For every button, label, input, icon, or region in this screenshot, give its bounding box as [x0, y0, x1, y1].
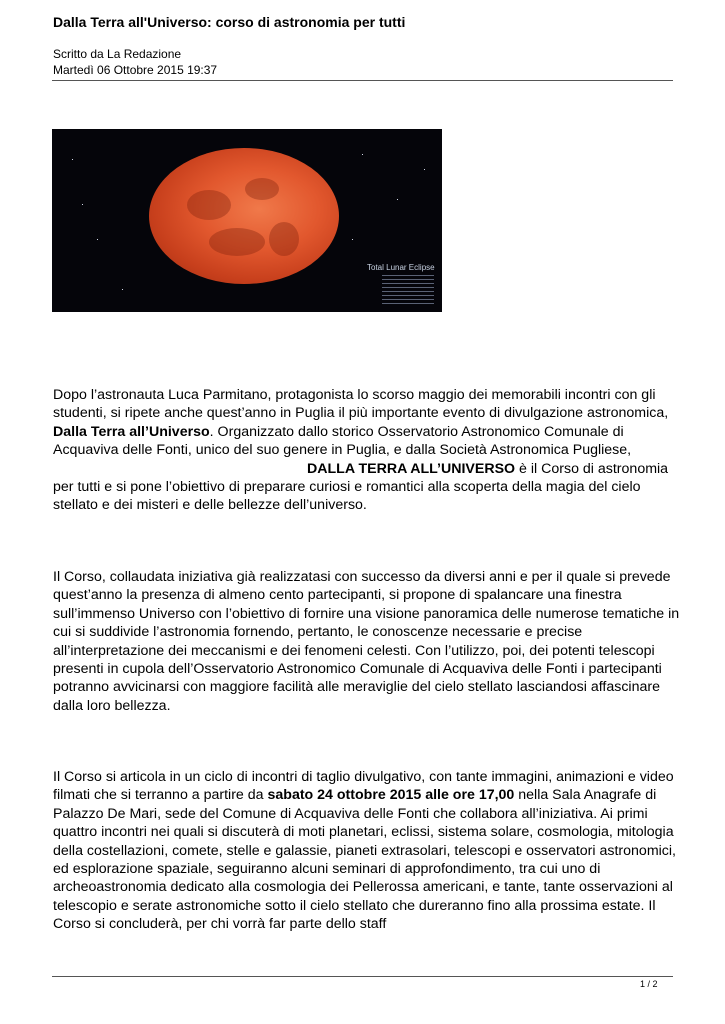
article-meta [53, 46, 217, 78]
footer-divider [52, 976, 673, 977]
paragraph-2: Il Corso, collaudata iniziativa già realizzatasi con successo da diversi anni e per il quale si prevede quest’anno la presenza di almeno cento partecipanti, si propone di spalancare una finestra sull’immenso Universo con l’obiettivo di fornire una visione panoramica delle numerose tematiche in cui si suddivide l’astronomia fornendo, pertanto, le conoscenze necessarie e precise all’interpretazione dei meccanismi e dei fenomeni celesti. Con l’utilizzo, poi, dei potenti telescopi presenti in cupola dell’Osservatorio Astronomico Comunale di Acquaviva delle Fonti i partecipanti potranno avvicinarsi con maggiore facilità alle meraviglie del cielo stellato lasciandosi affascinare dalla loro bellezza. [53, 569, 680, 714]
image-caption: Total Lunar Eclipse [367, 263, 435, 272]
date-line: Martedì 06 Ottobre 2015 19:37 [53, 63, 218, 77]
author-line: Scritto da La Redazione [53, 47, 182, 61]
caption-fineprint [382, 275, 434, 307]
paragraph-3: Il Corso si articola in un ciclo di incontri di taglio divulgativo, con tante immagini, animazioni e video filmati che si terranno a partire da sabato 24 ottobre 2015 alle ore 17,00 nella Sala Anagrafe di Palazzo De Mari, sede del Comune di Acquaviva delle Fonti che collabora all’iniziativa. Ai primi quattro incontri nei quali si discuterà di moti planetari, eclissi, sistema solare, cosmologia, mitologia della costellazioni, comete, stelle e galassie, pianeti extrasolari, telescopi e osservatori astronomici, ed esplorazione spaziale, seguiranno alcuni seminari di approfondimento, tra cui uno di archeoastronomia dedicato alla cosmologia dei Pellerossa americani, e tante, tante osservazioni al telescopio e serate astronomiche sotto il cielo stellato che dureranno fino alla prossima estate. Il Corso si concluderà, per chi vorrà far parte dello staff [53, 769, 676, 933]
page-number: 1 / 2 [640, 979, 658, 989]
lunar-eclipse-photo [52, 129, 442, 312]
moon-shape [149, 148, 339, 284]
article-title: Dalla Terra all'Universo: corso di astronomia per tutti [53, 14, 406, 30]
header-divider [52, 80, 673, 81]
paragraph-1: Dopo l’astronauta Luca Parmitano, protagonista lo scorso maggio dei memorabili incontri con gli studenti, si ripete anche quest’anno in Puglia il più importante evento di divulgazione astronomica, Dalla Terra all’Universo. Organizzato dallo storico Osservatorio Astronomico Comunale di Acquaviva delle Fonti, unico del suo genere in Puglia, e dalla Società Astronomica Pugliese,DALLA TERRA ALL’UNIVERSO è il Corso di astronomia per tutti e si pone l’obiettivo di preparare curiosi e romantici alla scoperta della magia del cielo stellato e dei misteri e delle bellezze dell’universo. [53, 387, 669, 514]
